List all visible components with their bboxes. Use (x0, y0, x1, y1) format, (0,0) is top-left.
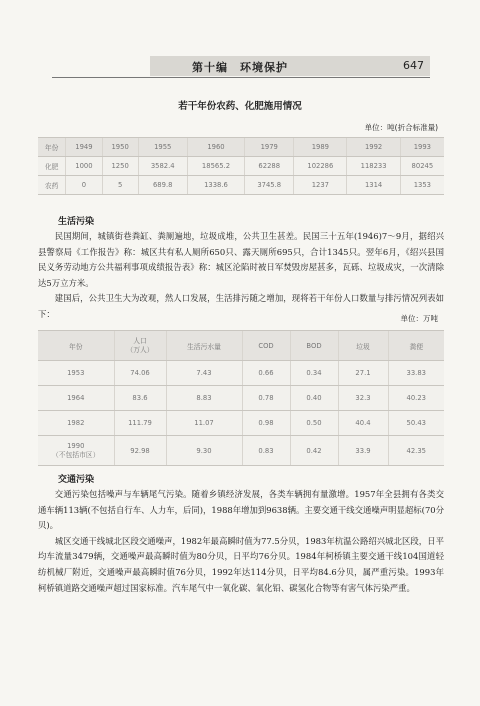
table-header-row (38, 138, 444, 157)
table-cell: 5 (102, 176, 138, 195)
table-cell: 3582.4 (138, 157, 187, 176)
paragraph: 民国期间，城镇街巷粪缸、粪厕遍地，垃圾成堆，公共卫生甚差。民国三十五年(1946)7～9月，据绍兴县警察局《工作报告》称：城区共有私人厕所650只、露天厕所695只，合计1345只。翌年6月，《绍兴县国民义务劳动地方公共福利事项成绩报告表》称：城区沦陷时被日军焚毁房屋甚多，瓦砾、垃圾成灾，一次清除达5万立方米。 (38, 231, 444, 288)
table-cell: 42.35 (388, 436, 444, 466)
table-cell: 83.6 (114, 386, 166, 411)
column-header: 1955 (138, 138, 187, 157)
column-header: 1960 (187, 138, 245, 157)
table-row (38, 157, 444, 176)
table-cell: 50.43 (388, 411, 444, 436)
column-header: 1949 (66, 138, 102, 157)
section-title-traffic-pollution: 交通污染 (58, 475, 95, 485)
table-cell: 0.42 (290, 436, 338, 466)
column-header: 1989 (294, 138, 347, 157)
section-title-domestic-pollution: 生活污染 (58, 217, 95, 227)
table-cell: 8.83 (166, 386, 242, 411)
table-cell: 1237 (294, 176, 347, 195)
table-cell: 118233 (347, 157, 400, 176)
table-cell: 化肥 (38, 157, 66, 176)
column-header: 年份 (38, 331, 114, 361)
table-cell: 1314 (347, 176, 400, 195)
table-row (38, 436, 444, 466)
column-header: BOD (290, 331, 338, 361)
paragraph: 城区交通干线城北区段交通噪声，1982年最高瞬时值为77.5分贝，1983年杭温公路绍兴城北区段，日平均车流量3479辆，交通噪声最高瞬时值为80分贝，日平均76分贝。1984年柯桥镇主要交通干线104国道轻纺机械厂附近，交通噪声最高瞬时值76分贝，1992年达114分贝，日平均84.6分贝，属严重污染。1993年柯桥镇道路交通噪声超过国家标准。汽车尾气中一氧化碳、氧化铅、碳氢化合物等有害气体污染严重。 (38, 535, 444, 593)
table1-unit: 单位：吨(折合标准量) (364, 123, 438, 132)
table-cell: 40.23 (388, 386, 444, 411)
table-row (38, 386, 444, 411)
column-header: 生活污水量 (166, 331, 242, 361)
column-header: 1979 (245, 138, 294, 157)
paragraph: 交通污染包括噪声与车辆尾气污染。随着乡镇经济发展，各类车辆拥有量激增。1957年全县拥有各类交通车辆113辆(不包括自行车、人力车，后同)，1988年增加到9638辆。主要交通干线交通噪声明显超标(70分贝)。 (38, 489, 444, 531)
column-header-line: 人口 (133, 336, 147, 345)
column-header: 年份 (38, 138, 66, 157)
table1-title: 若干年份农药、化肥施用情况 (178, 101, 302, 112)
page-header (52, 56, 430, 80)
table-cell: 1250 (102, 157, 138, 176)
table-cell: 0.98 (242, 411, 290, 436)
table-cell: 1353 (400, 176, 444, 195)
table-cell: 7.43 (166, 361, 242, 386)
column-header: 1993 (400, 138, 444, 157)
table-cell: 11.07 (166, 411, 242, 436)
table-cell: 1953 (38, 361, 114, 386)
table-row (38, 176, 444, 195)
table-cell: 40.4 (338, 411, 388, 436)
table-cell (38, 436, 114, 466)
column-header: 1950 (102, 138, 138, 157)
paragraph: 建国后，公共卫生大为改观，然人口发展，生活排污随之增加，现将若干年份人口数量与排污情况列表如下： (38, 293, 444, 319)
page-number: 647 (403, 59, 424, 72)
table-cell: 0.78 (242, 386, 290, 411)
table-cell: 102286 (294, 157, 347, 176)
table-cell: 32.3 (338, 386, 388, 411)
section2-body (38, 487, 444, 596)
table-cell: 62288 (245, 157, 294, 176)
table-cell: 0.83 (242, 436, 290, 466)
table2-unit: 单位：万吨 (400, 314, 438, 323)
table-header-row (38, 331, 444, 361)
table-cell: 74.06 (114, 361, 166, 386)
column-header-line: （万人） (126, 345, 154, 354)
table-cell: 1338.6 (187, 176, 245, 195)
column-header: 垃圾 (338, 331, 388, 361)
table-cell-line: （不包括市区） (51, 450, 100, 459)
table-cell-line: 1990 (67, 441, 85, 450)
table-cell: 27.1 (338, 361, 388, 386)
header-rule (52, 77, 430, 78)
table-cell: 80245 (400, 157, 444, 176)
table-cell: 农药 (38, 176, 66, 195)
table-cell: 1982 (38, 411, 114, 436)
table-cell: 33.83 (388, 361, 444, 386)
table-cell: 92.98 (114, 436, 166, 466)
column-header: COD (242, 331, 290, 361)
column-header (114, 331, 166, 361)
table-cell: 0.34 (290, 361, 338, 386)
table-cell: 689.8 (138, 176, 187, 195)
section1-body (38, 229, 444, 323)
table-cell: 0 (66, 176, 102, 195)
table-cell: 0.50 (290, 411, 338, 436)
population-sewage-table (38, 330, 444, 466)
table-cell: 9.30 (166, 436, 242, 466)
table-cell: 3745.8 (245, 176, 294, 195)
table-cell: 1964 (38, 386, 114, 411)
pesticide-fertilizer-table (38, 137, 444, 195)
table-row (38, 361, 444, 386)
column-header: 1992 (347, 138, 400, 157)
table-cell: 0.66 (242, 361, 290, 386)
table-cell: 1000 (66, 157, 102, 176)
table-cell: 0.40 (290, 386, 338, 411)
column-header: 粪便 (388, 331, 444, 361)
chapter-title: 第十编 环境保护 (192, 61, 288, 74)
table-row (38, 411, 444, 436)
table-cell: 111.79 (114, 411, 166, 436)
table-cell: 33.9 (338, 436, 388, 466)
table-cell: 18565.2 (187, 157, 245, 176)
